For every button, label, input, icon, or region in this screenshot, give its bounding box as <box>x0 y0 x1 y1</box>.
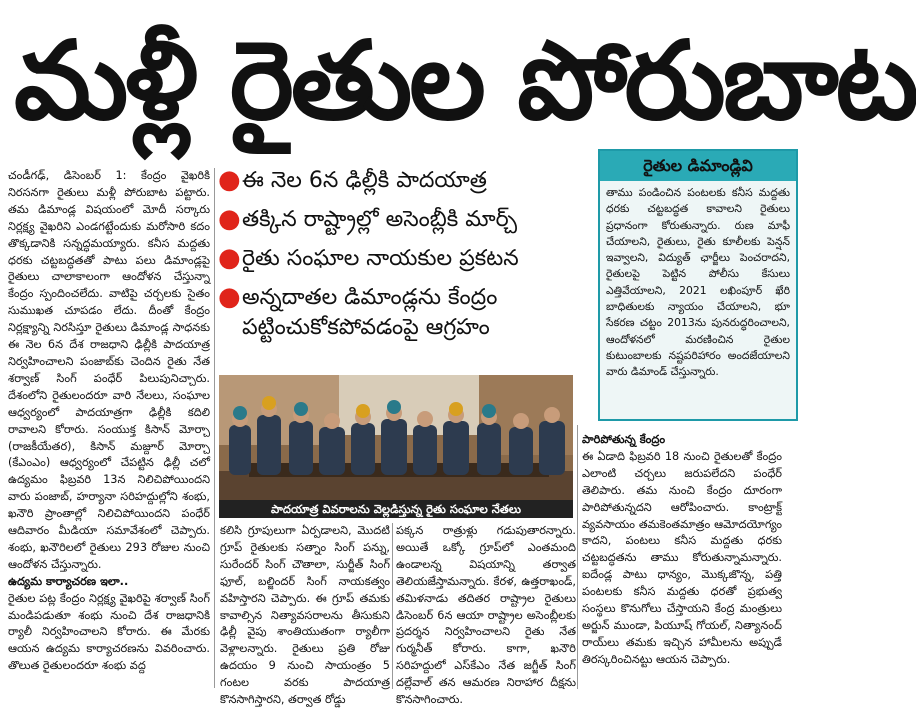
highlights-list <box>216 166 592 352</box>
paragraph: కలిసి గ్రూపులుగా ఏర్పడాలని, మొదటి గ్రూప్ రైతులకు సత్నాం సింగ్ పన్ను, సురేందర్ సింగ్ చౌతాలా, సుర్జీత్ సింగ్ ఫూల్, బల్జిందర్ సింగ్ నాయకత్వం వహిస్తారని చెప్పారు. ఈ గ్రూప్ తమకు కావాల్సిన నిత్యావసరాలను తీసుకుని ఢిల్లీ వైపు శాంతియుతంగా ర్యాలీగా వెళ్లాలన్నారు. రైతులు ప్రతి రోజు ఉదయం 9 నుంచి సాయంత్రం 5 గంటల వరకు పాదయాత్ర కొనసాగిస్తారని, తర్వాత రోడ్డు <box>220 524 390 707</box>
column-divider <box>214 168 215 688</box>
article-column-4 <box>582 432 782 689</box>
paragraph: పక్కన రాత్రుళ్లు గడుపుతారన్నారు. అయితే ఒక్కో గ్రూప్‌లో ఎంతమంది ఉండాలన్న విషయాన్ని తర్వాత తెలియజేస్తామన్నారు. కేరళ, ఉత్తరాఖండ్, తమిళనాడు తదితర రాష్ట్రాల రైతులు డిసెంబర్ 6న ఆయా రాష్ట్రాల అసెంబ్లీలకు ప్రదర్శన నిర్వహించాలని రైతు నేత గుర్మనీత్ కోరారు. కాగా, ఖనౌరి సరిహద్దులో ఎస్‌కేఎం నేత జగ్జీత్ సింగ్ దల్లేవాల్ తన ఆమరణ నిరాహార దీక్షను కొనసాగించారు. <box>396 524 576 707</box>
bullet-icon: ● <box>218 165 241 195</box>
paragraph: చండీగఢ్, డిసెంబర్ 1: కేంద్రం వైఖరికి నిరసనగా రైతులు మళ్లీ పోరుబాట పట్టారు. తమ డిమాండ్ల విషయంలో మోదీ సర్కారు నిర్లక్ష్య వైఖరిని ఎండగట్టేందుకు మరోసారి కదం తొక్కడానికి సన్నద్ధమయ్యారు. కనీస మద్దతు ధరకు చట్టబద్ధతతో పాటు పలు డిమాండ్లపై రైతులు చాలాకాలంగా ఆందోళన చేస్తున్నా కేంద్రం స్పందించలేదు. వాటిపై చర్చలకు సైతం సుముఖత చూపడం లేదు. దీంతో కేంద్రం నిర్లక్ష్యాన్ని నిరసిస్తూ రైతులు డిమాండ్ల సాధనకు ఈ నెల 6న దేశ రాజధాని ఢిల్లీకి పాదయాత్ర నిర్వహించాలని పంజాబ్‌కు చెందిన రైతు నేత శర్వాణ్ సింగ్ పంధేర్ పిలుపునిచ్చారు. దేశంలోని రైతులందరూ వారి నేలలు, సంఘాల ఆధ్వర్యంలో పాదయాత్రగా ఢిల్లీకి కదిలి రావాలని కోరారు. సంయుక్త కిసాన్ మోర్చా (రాజకీయేతర), కిసాన్ మజ్దూర్ మోర్చా (కేఎంఎం) ఆధ్వర్యంలో చేపట్టిన ఢిల్లీ చలో ఉద్యమం ఫిబ్రవరి 13న నిలిచిపోయిందని వారు పంజాబ్, హర్యానా సరిహద్దుల్లోని శంభు, ఖనౌరి ప్రాంతాల్లో నిలిచిపోయిందని పంధేర్ ఆదివారం మీడియా సమావేశంలో చెప్పారు. శంభు, ఖనౌరిలలో రైతులు 293 రోజుల నుంచి ఆందోళన చేస్తున్నారు. <box>8 169 210 571</box>
article-column-1 <box>8 168 210 688</box>
bullet-icon: ● <box>218 204 241 234</box>
highlight-item: ● ఈ నెల 6న ఢిల్లీకి పాదయాత్ర <box>218 165 487 195</box>
headline-text: మళ్లీ రైతుల పోరుబాట <box>14 19 916 144</box>
article-column-2 <box>220 523 390 707</box>
sidebar-title: రైతుల డిమాండ్లివి <box>600 151 796 181</box>
article-column-3 <box>396 523 576 707</box>
subheading: పారిపోతున్న కేంద్రం <box>582 433 666 446</box>
subheading: ఉద్యమ కార్యాచరణ ఇలా.. <box>8 574 129 588</box>
bullet-icon: ● <box>218 243 241 273</box>
highlight-item: ● రైతు సంఘాల నాయకుల ప్రకటన <box>218 243 519 273</box>
news-photo <box>219 375 573 511</box>
sidebar-body: తాము పండించిన పంటలకు కనీస మద్దతు ధరకు చట్టబద్ధత కావాలని రైతులు ప్రధానంగా కోరుతున్నారు. రుణ మాఫీ చేయాలని, రైతులు, రైతు కూలీలకు పెన్షన్ ఇవ్వాలని, విద్యుత్ ఛార్జీలు పెంచరాదని, రైతులపై పెట్టిన పోలీసు కేసులు ఎత్తివేయాలని, 2021 లఖింపూర్ ఖేరి బాధితులకు న్యాయం చేయాలని, భూ సేకరణ చట్టం 2013ను పునరుద్ధరించాలని, ఆందోళనలో మరణించిన రైతుల కుటుంబాలకు నష్టపరిహారం అందజేయాలని వారు డిమాండ్ చేస్తున్నారు. <box>606 186 790 379</box>
column-divider <box>392 523 393 689</box>
headline <box>0 0 916 160</box>
bullet-icon: ● <box>218 282 241 312</box>
photo-caption: పాదయాత్ర వివరాలను వెల్లడిస్తున్న రైతు సంఘాల నేతలు <box>219 500 573 518</box>
column-divider <box>577 425 578 689</box>
paragraph: రైతుల పట్ల కేంద్రం నిర్లక్ష్య వైఖరిపై శర్వాణ్ సింగ్ మండిపడుతూ శంభు నుంచి దేశ రాజధానికి ర్యాలీ నిర్వహించాలని కోరారు. ఈ మేరకు ఆయన ఉద్యమ కార్యాచరణను వివరించారు. తొలుత రైతులందరూ శంభు వద్ద <box>8 591 210 673</box>
highlight-item: ● అన్నదాతల డిమాండ్లను కేంద్రం పట్టించుకోకపోవడంపై ఆగ్రహం <box>218 282 498 340</box>
highlight-item: ● తక్కిన రాష్ట్రాల్లో అసెంబ్లీకి మార్చ్ <box>218 204 518 234</box>
demands-sidebar <box>598 149 798 421</box>
paragraph: ఈ ఏడాది ఫిబ్రవరి 18 నుంచి రైతులతో కేంద్రం ఎలాంటి చర్చలు జరుపలేదని పంధేర్ తెలిపారు. తమ నుంచి కేంద్రం దూరంగా పారిపోతున్నదని ఆరోపించారు. కాంట్రాక్ట్ వ్యవసాయం తమకెంతమాత్రం ఆమోదయోగ్యం కాదని, పంటలు కనీస మద్దతు ధరకు చట్టబద్ధతను తాము కోరుతున్నామన్నారు. ఐదేండ్ల పాటు ధాన్యం, మొక్కజొన్న, పత్తి పంటలకు కనీస మద్దతు ధరతో ప్రభుత్వ సంస్థలు కొనుగోలు చేస్తాయని కేంద్ర మంత్రులు అర్జున్ ముండా, పియూష్ గోయల్, నిత్యానంద్ రాయ్‌లు తమకు ఇచ్చిన హామీలను అప్పుడే తిరస్కరించినట్టు ఆయన చెప్పారు. <box>582 449 782 666</box>
